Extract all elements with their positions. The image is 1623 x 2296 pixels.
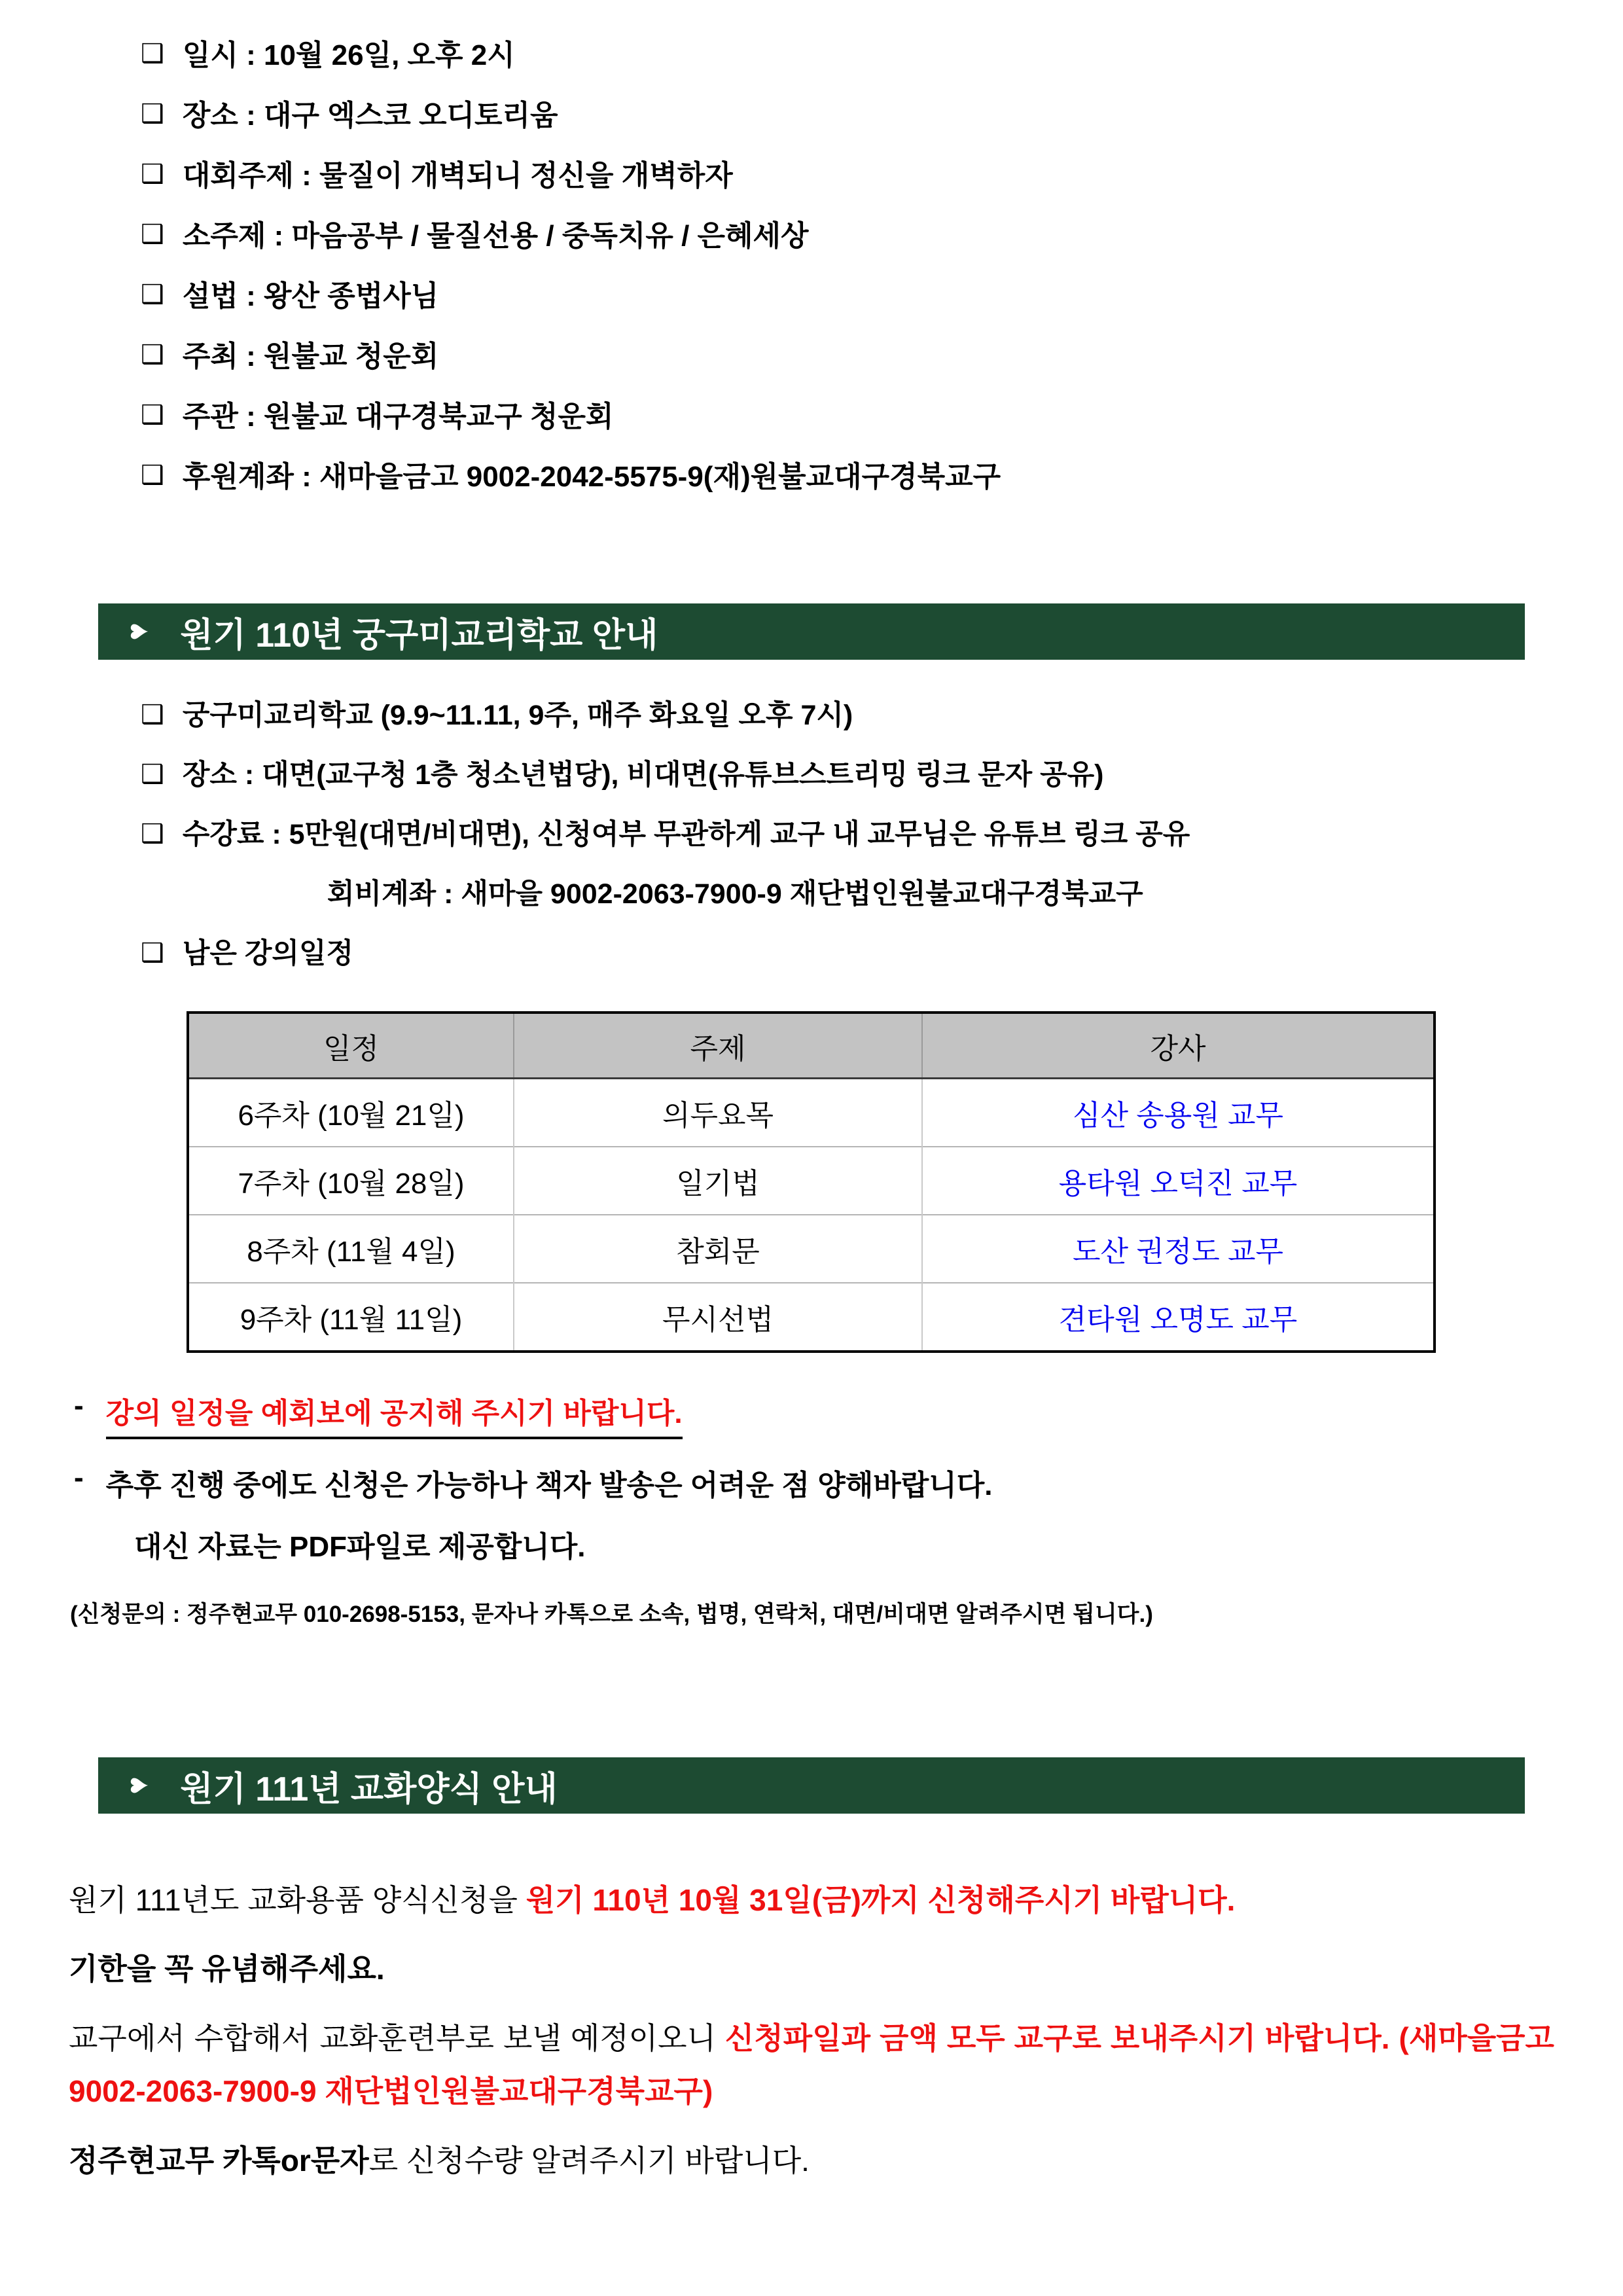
event-info-text: 일시 : 10월 26일, 오후 2시 — [182, 39, 515, 71]
checkbox-bullet-icon: ❑ — [141, 220, 164, 249]
col-header-lecturer: 강사 — [922, 1013, 1435, 1079]
list-item — [141, 802, 1554, 862]
event-info-text: 후원계좌 : 새마을금고 9002-2042-5575-9(재)원불교대구경북교구 — [182, 461, 1001, 493]
event-info-text: 주관 : 원불교 대구경북교구 청운회 — [182, 401, 614, 433]
list-item — [141, 384, 1554, 444]
week-cell: 6주차 (10월 21일) — [188, 1079, 514, 1147]
school-info-text: 궁구미교리학교 (9.9~11.11, 9주, 매주 화요일 오후 7시) — [182, 700, 853, 731]
topic-cell: 참회문 — [514, 1215, 922, 1283]
event-info-text: 장소 : 대구 엑스코 오디토리움 — [182, 99, 558, 132]
col-header-schedule: 일정 — [188, 1013, 514, 1079]
table-header-row — [188, 1013, 1435, 1079]
checkbox-bullet-icon: ❑ — [141, 340, 164, 369]
checkbox-bullet-icon: ❑ — [141, 280, 164, 309]
paragraph-deadline-black: 원기 111년도 교화용품 양식신청을 — [69, 1883, 526, 1917]
list-item — [141, 323, 1554, 384]
paragraph-submit-black: 교구에서 수합해서 교화훈련부로 보낼 예정이오니 — [69, 2021, 725, 2055]
topic-cell: 무시선법 — [514, 1283, 922, 1352]
paragraph-kakao-normal: 로 신청수량 알려주시기 바랍니다. — [368, 2144, 810, 2178]
col-header-topic: 주제 — [514, 1013, 922, 1079]
table-row — [188, 1147, 1435, 1215]
note-pdf: 대신 자료는 PDF파일로 제공합니다. — [134, 1531, 586, 1563]
paragraph-submit-red: 신청파일과 금액 모두 교구로 보내주시기 바랍니다. (새마을금고 9002-2063-7900-9 재단법인원불교대구경북교구) — [69, 2021, 1554, 2108]
schedule-label-list — [69, 922, 1554, 981]
checkbox-bullet-icon: ❑ — [141, 160, 164, 188]
paragraph-kakao — [69, 2134, 1554, 2187]
week-cell: 9주차 (11월 11일) — [188, 1283, 514, 1352]
list-item — [141, 743, 1554, 802]
week-cell: 8주차 (11월 4일) — [188, 1215, 514, 1283]
note-later-text: 추후 진행 중에도 신청은 가능하나 책자 발송은 어려운 점 양해바랍니다. — [105, 1469, 993, 1501]
school-info-text: 수강료 : 5만원(대면/비대면), 신청여부 무관하게 교구 내 교무님은 유튜브 링크 공유 — [182, 819, 1190, 850]
list-item — [141, 922, 1554, 981]
list-item — [141, 683, 1554, 743]
table-row — [188, 1283, 1435, 1352]
list-item — [141, 203, 1554, 263]
lecturer-cell: 도산 권정도 교무 — [922, 1215, 1435, 1283]
checkbox-bullet-icon: ❑ — [141, 461, 164, 490]
table-row — [188, 1215, 1435, 1283]
topic-cell: 일기법 — [514, 1147, 922, 1215]
paragraph-kakao-bold: 정주현교무 카톡or문자 — [69, 2144, 369, 2178]
dash-bullet: - — [74, 1462, 84, 1494]
paragraph-deadline-red: 원기 110년 10월 31일(금)까지 신청해주시기 바랍니다. — [526, 1883, 1236, 1917]
gyori-school-list — [69, 683, 1554, 862]
paragraph-reminder: 기한을 꼭 유념해주세요. — [69, 1951, 385, 1986]
lecturer-cell: 용타원 오덕진 교무 — [922, 1147, 1435, 1215]
lecturer-cell: 심산 송용원 교무 — [922, 1079, 1435, 1147]
topic-cell: 의두요목 — [514, 1079, 922, 1147]
note-later — [74, 1462, 1554, 1503]
note-announce-text: 강의 일정을 예회보에 공지해 주시기 바랍니다. — [106, 1390, 683, 1439]
checkbox-bullet-icon: ❑ — [141, 938, 164, 967]
list-item — [141, 143, 1554, 203]
checkbox-bullet-icon: ❑ — [141, 819, 164, 848]
checkbox-bullet-icon: ❑ — [141, 401, 164, 429]
table-row — [188, 1079, 1435, 1147]
list-item — [141, 444, 1554, 504]
fee-account-line: 회비계좌 : 새마을 9002-2063-7900-9 재단법인원불교대구경북교구 — [327, 878, 1143, 910]
list-item — [141, 82, 1554, 143]
school-info-text: 장소 : 대면(교구청 1층 청소년법당), 비대면(유튜브스트리밍 링크 문자 공유) — [182, 759, 1104, 791]
event-info-text: 주최 : 원불교 청운회 — [182, 340, 439, 372]
arrow-heart-icon: ♥ — [120, 622, 154, 641]
event-info-text: 설법 : 왕산 종법사님 — [182, 280, 439, 312]
schedule-table — [187, 1011, 1436, 1353]
list-item — [141, 263, 1554, 323]
note-announce — [74, 1390, 1554, 1439]
section1-title: 원기 110년 궁구미교리학교 안내 — [180, 616, 658, 655]
dash-bullet: - — [74, 1390, 84, 1422]
section2-title: 원기 111년 교화양식 안내 — [180, 1770, 558, 1808]
event-info-text: 대회주제 : 물질이 개벽되니 정신을 개벽하자 — [182, 160, 733, 192]
event-info-list — [69, 22, 1554, 504]
checkbox-bullet-icon: ❑ — [141, 99, 164, 128]
section2-header — [98, 1757, 1525, 1814]
checkbox-bullet-icon: ❑ — [141, 759, 164, 789]
checkbox-bullet-icon: ❑ — [141, 700, 164, 729]
note-contact: (신청문의 : 정주현교무 010-2698-5153, 문자나 카톡으로 소속, 법명, 연락처, 대면/비대면 알려주시면 됩니다.) — [70, 1602, 1153, 1627]
section1-header — [98, 603, 1525, 660]
lecturer-cell: 견타원 오명도 교무 — [922, 1283, 1435, 1352]
week-cell: 7주차 (10월 28일) — [188, 1147, 514, 1215]
list-item — [141, 22, 1554, 82]
checkbox-bullet-icon: ❑ — [141, 39, 164, 68]
paragraph-deadline — [69, 1874, 1554, 1927]
paragraph-submit — [69, 2012, 1554, 2117]
arrow-heart-icon: ♥ — [120, 1776, 154, 1795]
event-info-text: 소주제 : 마음공부 / 물질선용 / 중독치유 / 은혜세상 — [182, 220, 809, 252]
schedule-label: 남은 강의일정 — [182, 938, 354, 969]
